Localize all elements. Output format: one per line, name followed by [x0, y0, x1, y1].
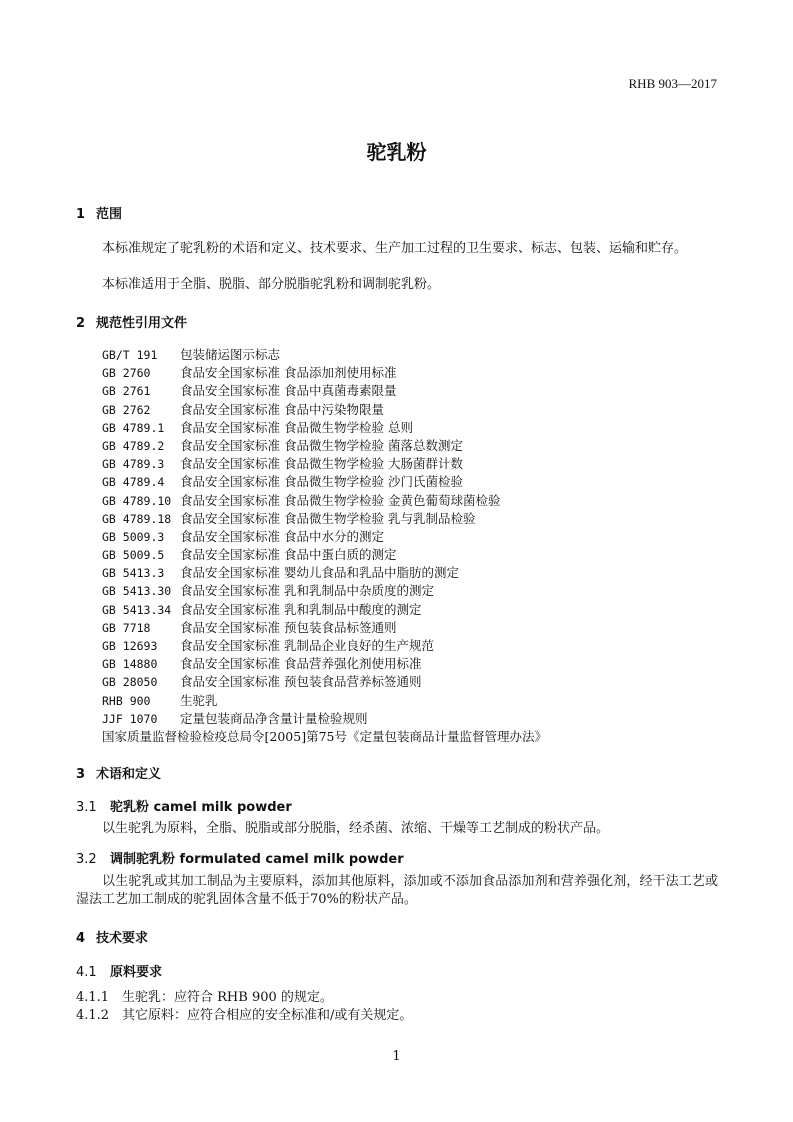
reference-title: 食品安全国家标准 食品添加剂使用标准: [180, 365, 397, 381]
reference-title: 食品安全国家标准 食品微生物学检验 总则: [180, 419, 413, 435]
reference-code: GB 5413.3: [102, 566, 165, 581]
section-heading-scope: 1 范围: [76, 207, 123, 222]
reference-title: 食品安全国家标准 预包装食品营养标签通则: [180, 674, 422, 690]
reference-code: GB 4789.10: [102, 493, 172, 508]
reference-item: [102, 582, 547, 600]
reference-title: 食品安全国家标准 预包装食品标签通则: [180, 619, 397, 635]
reference-item: [102, 692, 547, 710]
reference-item: [102, 673, 547, 691]
reference-code: GB 5009.3: [102, 529, 165, 544]
reference-title: 食品安全国家标准 食品中水分的测定: [180, 528, 384, 544]
reference-item: [102, 510, 547, 528]
term-definition-1: 以生驼乳为原料，全脂、脱脂或部分脱脂，经杀菌、浓缩、干燥等工艺制成的粉状产品。: [102, 821, 610, 836]
reference-code: GB 12693: [102, 639, 158, 653]
term-heading-formulated-camel-milk-powder: 3.2 调制驼乳粉 formulated camel milk powder: [76, 852, 404, 867]
reference-item: [102, 419, 547, 437]
reference-code: GB 2760: [102, 366, 151, 381]
reference-item: [102, 564, 547, 582]
reference-item: [102, 473, 547, 491]
scope-paragraph-2: 本标准适用于全脂、脱脂、部分脱脂驼乳粉和调制驼乳粉。: [102, 277, 441, 292]
reference-item: [102, 492, 547, 510]
reference-code: RHB 900: [102, 693, 151, 708]
reference-code: GB 5009.5: [102, 548, 165, 563]
reference-title: 食品安全国家标准 食品中真菌毒素限量: [180, 383, 397, 399]
reference-code: GB 7718: [102, 620, 151, 635]
section-heading-references: 2 规范性引用文件: [76, 316, 188, 331]
standard-code: RHB 903—2017: [628, 76, 717, 91]
reference-code: GB 2762: [102, 402, 151, 417]
reference-item: [102, 401, 547, 419]
reference-code: GB 4789.1: [102, 420, 165, 435]
reference-item: [102, 437, 547, 455]
term-heading-camel-milk-powder: 3.1 驼乳粉 camel milk powder: [76, 800, 292, 815]
reference-title: 包装储运图示标志: [180, 347, 281, 362]
reference-item: [102, 364, 547, 382]
reference-item: [102, 382, 547, 400]
reference-item: [102, 528, 547, 546]
section-heading-terms: 3 术语和定义: [76, 767, 162, 782]
reference-title: 食品安全国家标准 食品微生物学检验 沙门氏菌检验: [180, 474, 463, 490]
reference-item: [102, 546, 547, 564]
reference-title: 定量包装商品净含量计量检验规则: [180, 710, 368, 726]
reference-item: [102, 601, 547, 619]
reference-code: GB 4789.3: [102, 457, 165, 472]
reference-item: [102, 619, 547, 637]
reference-code: GB 28050: [102, 675, 158, 690]
reference-code: GB 4789.18: [102, 511, 172, 526]
reference-item-decree: 国家质量监督检验检疫总局令[2005]第75号《定量包装商品计量监督管理办法》: [102, 728, 547, 744]
reference-item: [102, 637, 547, 655]
scope-paragraph-1: 本标准规定了驼乳粉的术语和定义、技术要求、生产加工过程的卫生要求、标志、包装、运输和贮存。: [102, 241, 688, 256]
reference-code: GB 5413.30: [102, 584, 172, 599]
document-title: 驼乳粉: [366, 140, 427, 164]
reference-title: 食品安全国家标准 食品微生物学检验 金黄色葡萄球菌检验: [180, 492, 501, 508]
reference-item: [102, 710, 547, 728]
reference-title: 食品安全国家标准 食品微生物学检验 大肠菌群计数: [180, 456, 463, 472]
reference-code: GB 4789.2: [102, 438, 165, 453]
reference-code: GB 4789.4: [102, 475, 165, 490]
page-number: 1: [392, 1049, 401, 1064]
section-heading-technical-requirements: 4 技术要求: [76, 931, 149, 946]
subsection-heading-raw-materials: 4.1 原料要求: [76, 965, 163, 980]
reference-item: [102, 655, 547, 673]
reference-title: 食品安全国家标准 食品营养强化剂使用标准: [180, 656, 422, 672]
reference-title: 食品安全国家标准 乳和乳制品中杂质度的测定: [180, 583, 434, 599]
reference-code: GB 2761: [102, 384, 151, 399]
reference-code: JJF 1070: [102, 711, 158, 726]
reference-title: 食品安全国家标准 乳制品企业良好的生产规范: [180, 638, 434, 653]
reference-item: [102, 455, 547, 473]
reference-list: [102, 346, 547, 746]
reference-code: GB/T 191: [102, 348, 158, 362]
term-definition-2: 以生驼乳或其加工制品为主要原料，添加其他原料，添加或不添加食品添加剂和营养强化剂，经干法工艺或湿法工艺加工制成的驼乳固体含量不低于70%的粉状产品。: [76, 874, 718, 907]
reference-code: GB 14880: [102, 657, 158, 672]
reference-title: 食品安全国家标准 食品中蛋白质的测定: [180, 547, 397, 563]
requirement-item: 4.1.1 生驼乳：应符合 RHB 900 的规定。: [76, 990, 333, 1005]
reference-title: 食品安全国家标准 乳和乳制品中酸度的测定: [180, 601, 422, 617]
reference-title: 食品安全国家标准 食品微生物学检验 菌落总数测定: [180, 437, 463, 453]
reference-title: 食品安全国家标准 食品微生物学检验 乳与乳制品检验: [180, 510, 476, 526]
reference-title: 食品安全国家标准 食品中污染物限量: [180, 401, 384, 417]
reference-title: 生驼乳: [180, 692, 218, 708]
reference-title: 食品安全国家标准 婴幼儿食品和乳品中脂肪的测定: [180, 565, 459, 581]
requirement-item: 4.1.2 其它原料：应符合相应的安全标准和/或有关规定。: [76, 1008, 413, 1023]
reference-code: GB 5413.34: [102, 602, 172, 617]
reference-item: [102, 346, 547, 364]
